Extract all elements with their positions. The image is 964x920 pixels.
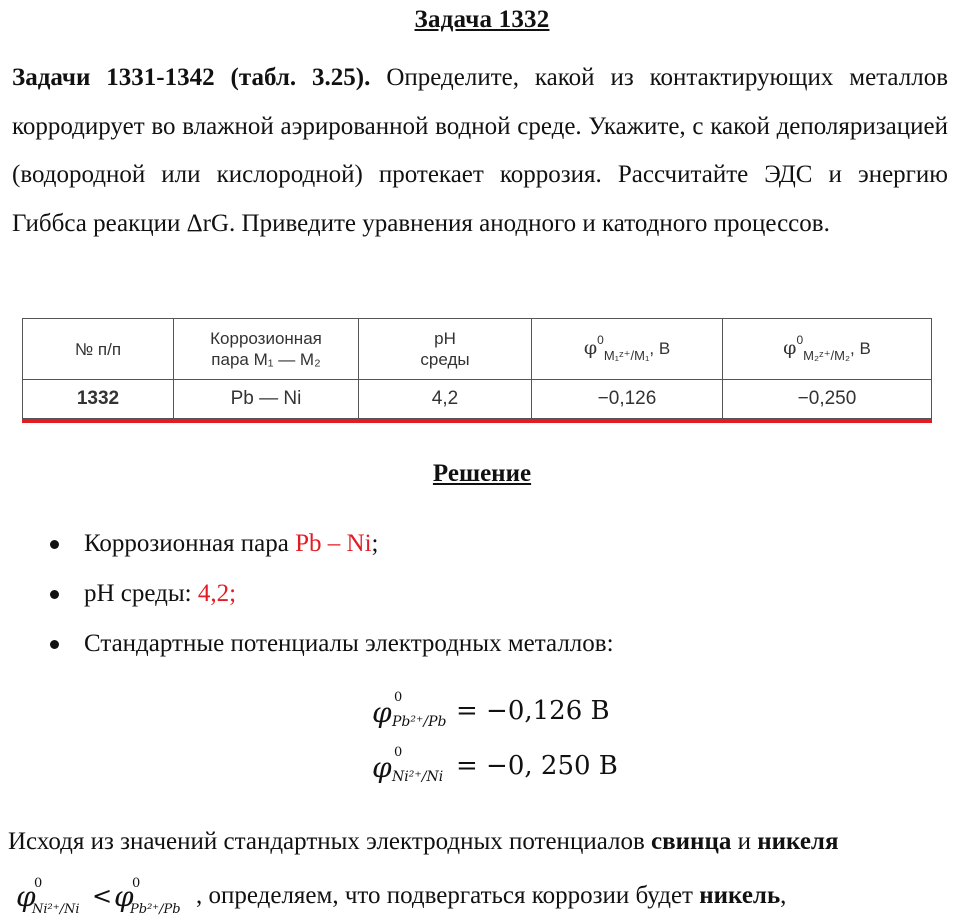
inequality-zero-right: 0 [132, 876, 141, 891]
cell-phi2: −0,250 [723, 380, 932, 419]
task-body: Определите, какой из контактирующих металлов корродирует во влажной аэрированной водной среде. Укажите, с какой деполяризацией (водородной или кислородной) протекает коррозия. Рассчитайте ЭДС и энергию Гиббса реакции ΔrG. Приведите уравнения анодного и катодного процессов. [12, 64, 949, 237]
inequality-sub-left: Ni²⁺/Ni [32, 902, 80, 917]
formula-subscript: Pb²⁺/Pb [392, 714, 447, 730]
conclusion-bold-nickel: никеля [757, 828, 839, 855]
bullet-icon [50, 590, 59, 599]
bullet-after: ; [371, 530, 379, 557]
cell-phi1: −0,126 [532, 380, 723, 419]
solution-title: Решение [432, 460, 532, 487]
header-pair-line2: пара M₁ — M₂ [211, 350, 321, 369]
header-pair [174, 319, 359, 380]
formula-zero: 0 [394, 745, 403, 760]
conclusion-text-2: , определяем, что подвергаться коррозии будет [196, 882, 700, 909]
inequality-sub-right: Pb²⁺/Pb [130, 902, 181, 917]
formula-subscript: Ni²⁺/Ni [392, 769, 444, 785]
inequality-sign: < [92, 882, 113, 910]
header-zero-2: 0 [796, 332, 804, 347]
task-statement [12, 54, 948, 248]
header-pair-line1: Коррозионная [210, 329, 322, 348]
conclusion-bold-lead: свинца [651, 828, 732, 855]
list-item [40, 519, 614, 569]
cell-ph: 4,2 [359, 380, 532, 419]
conclusion-bold-result: никель [699, 882, 781, 909]
conclusion-end: , [780, 882, 787, 909]
inequality-phi-left: φ [16, 880, 36, 913]
formula-ni [372, 745, 632, 795]
inequality-phi-right: φ [114, 880, 134, 913]
cell-pair: Pb — Ni [174, 380, 359, 419]
table-header-row [23, 319, 932, 380]
conclusion-line2-text [196, 882, 786, 910]
bullet-text: pH среды: [84, 580, 198, 607]
bullet-text: Стандартные потенциалы электродных металлов: [84, 630, 614, 657]
formula-rhs: = −0,126 В [456, 696, 610, 726]
formula-phi: φ [372, 751, 392, 784]
conclusion-conj: и [731, 828, 758, 855]
header-phi-1: φ [583, 336, 598, 359]
formula-phi: φ [372, 696, 392, 729]
bullet-icon [50, 640, 59, 649]
table-red-underline [22, 419, 932, 423]
task-title: Задача 1332 [414, 6, 550, 33]
header-ph [359, 319, 532, 380]
given-list [40, 519, 614, 669]
header-number: № п/п [23, 319, 174, 380]
inequality-zero-left: 0 [34, 876, 43, 891]
data-table [22, 318, 932, 423]
conclusion-text: Исходя из значений стандартных электродных потенциалов [8, 828, 652, 855]
list-item [40, 569, 614, 619]
task-bold-prefix: Задачи 1331-1342 (табл. 3.25). [12, 64, 371, 91]
header-unit-2: , B [850, 338, 871, 358]
cell-number: 1332 [23, 380, 174, 419]
conclusion-line-1 [8, 828, 948, 856]
bullet-icon [50, 540, 59, 549]
list-item [40, 619, 614, 669]
header-sub-2: M₂ᶻ⁺/M₂ [803, 347, 851, 363]
header-potential-m2 [723, 319, 932, 380]
header-zero-1: 0 [597, 332, 604, 347]
header-phi-2: φ [783, 336, 797, 359]
bullet-highlight: 4,2; [197, 580, 237, 607]
header-ph-line2: среды [420, 350, 470, 369]
bullet-highlight: Pb – Ni [295, 530, 372, 557]
formula-rhs: = −0, 250 В [456, 751, 618, 781]
header-unit-1: , B [649, 338, 671, 358]
header-potential-m1 [532, 319, 723, 380]
bullet-text: Коррозионная пара [84, 530, 296, 557]
header-ph-line1: pH [434, 329, 456, 348]
conclusion-line-2 [8, 876, 948, 920]
table-row [23, 380, 932, 419]
formula-zero: 0 [394, 690, 403, 705]
header-sub-1: M₁ᶻ⁺/M₁ [603, 347, 650, 363]
formula-pb [372, 690, 632, 740]
